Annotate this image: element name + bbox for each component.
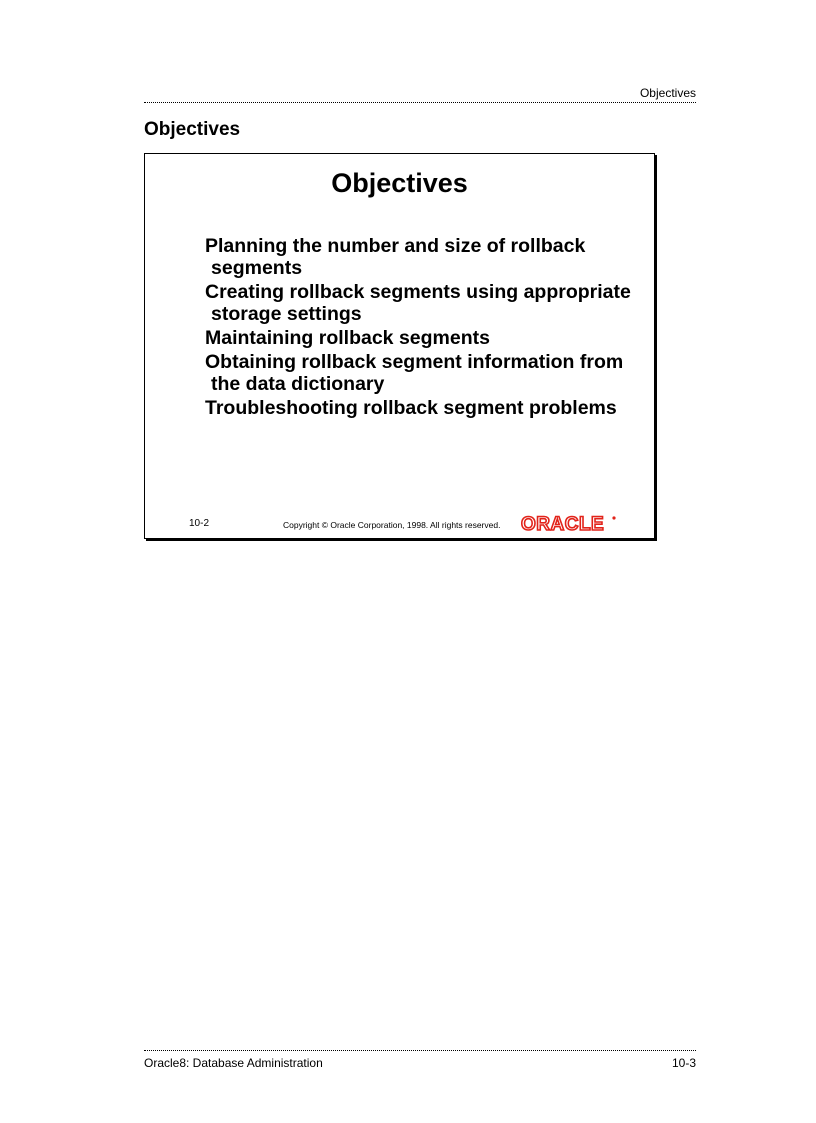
oracle-logo-trademark-dot [612, 516, 615, 519]
section-title: Objectives [144, 119, 241, 140]
slide-copyright: Copyright © Oracle Corporation, 1998. All rights reserved. [283, 520, 501, 530]
header-divider [144, 102, 696, 103]
footer-divider [144, 1050, 696, 1051]
oracle-logo-icon [521, 513, 617, 533]
objective-item: Obtaining rollback segment information from the data dictionary [205, 351, 624, 395]
footer-course-title: Oracle8: Database Administration [144, 1056, 323, 1070]
objective-item: Creating rollback segments using appropriate storage settings [205, 281, 631, 325]
objectives-list [205, 235, 635, 421]
objective-item: Troubleshooting rollback segment problems [205, 397, 617, 419]
slide-number: 10-2 [189, 518, 210, 529]
objective-item: Planning the number and size of rollback segments [205, 235, 586, 279]
footer-page-number: 10-3 [671, 1056, 696, 1070]
slide-title: Objectives [331, 168, 468, 198]
objective-item: Maintaining rollback segments [205, 327, 490, 349]
oracle-logo-text: ORACLE [521, 514, 605, 533]
running-head: Objectives [639, 86, 696, 100]
slide-frame [144, 153, 655, 539]
